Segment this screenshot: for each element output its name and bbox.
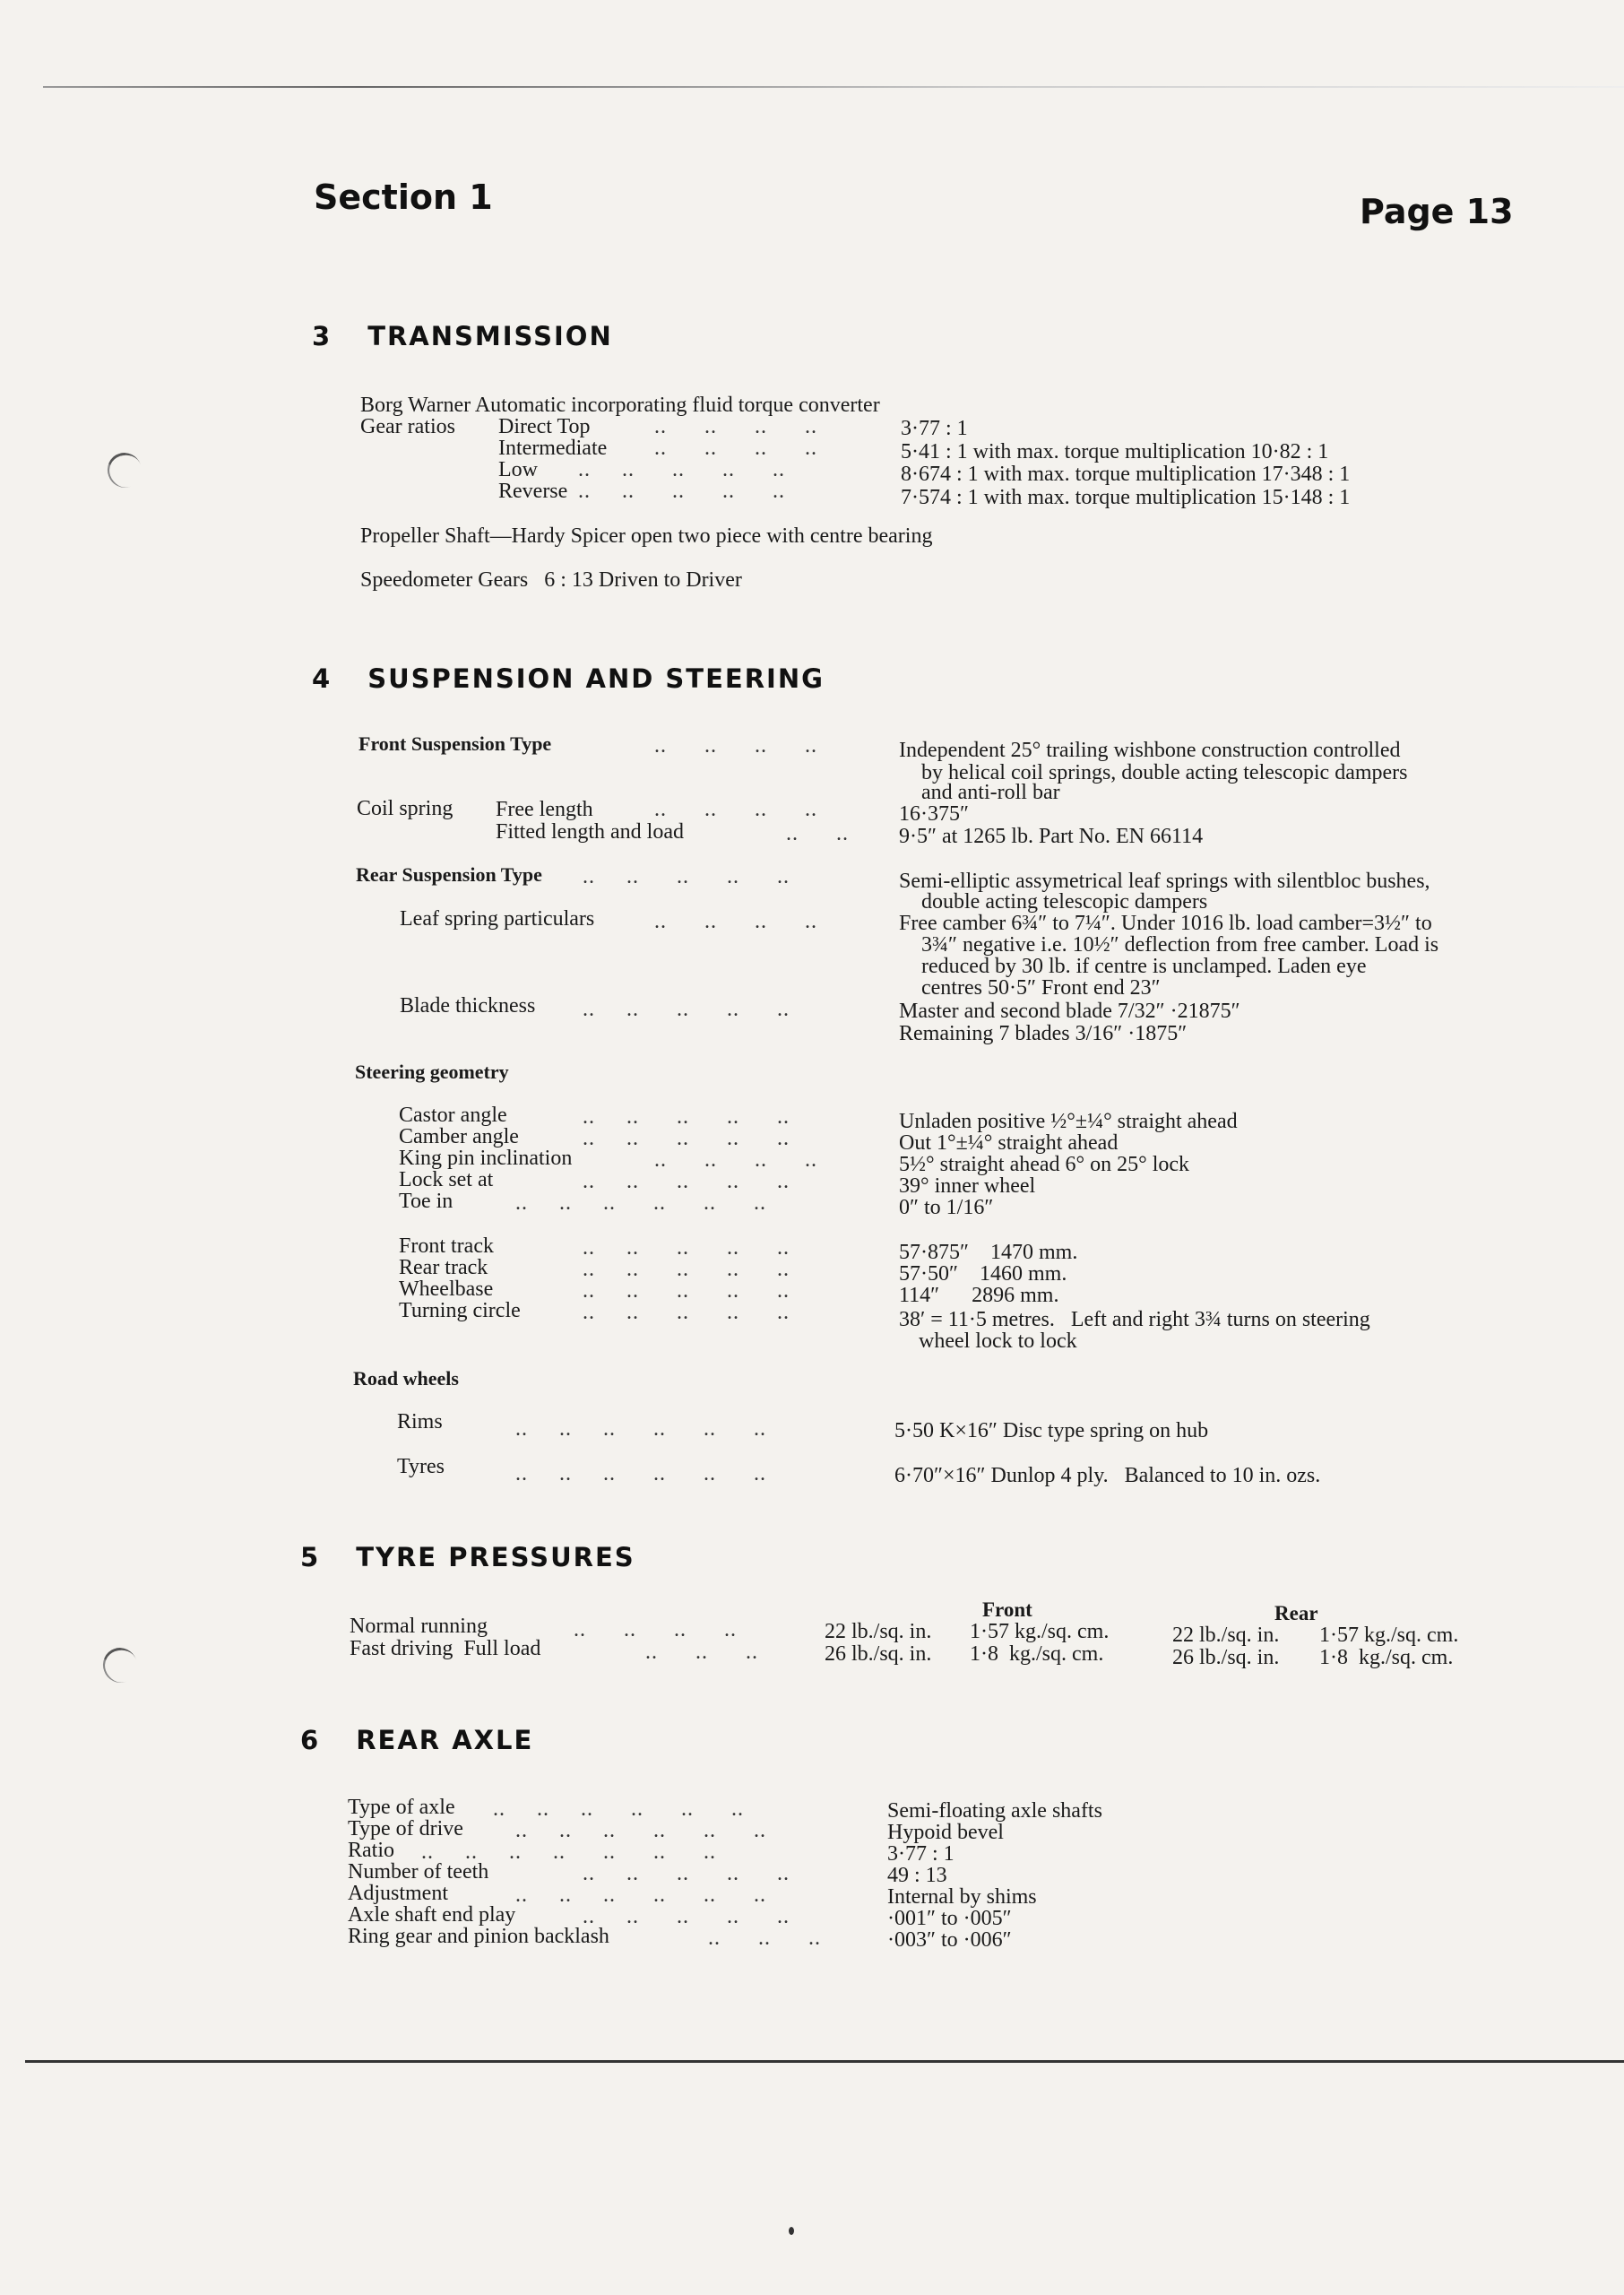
track-value: 38′ = 11·5 metres. Left and right 3¾ turns on steering — [899, 1308, 1370, 1331]
leader-dots: .. .. .. .. .. — [583, 1862, 790, 1885]
transmission-intro: Borg Warner Automatic incorporating fluid torque converter — [360, 394, 880, 417]
turning-circle-cont: wheel lock to lock — [919, 1329, 1077, 1353]
rims-label: Rims — [397, 1410, 443, 1433]
front-lb: 22 lb./sq. in. — [825, 1620, 932, 1643]
track-name: Wheelbase — [399, 1277, 494, 1301]
track-name: Rear track — [399, 1256, 488, 1279]
gear-name: Intermediate — [498, 437, 608, 460]
section-label: Section 1 — [314, 178, 493, 217]
tyres-label: Tyres — [397, 1455, 445, 1478]
leader-dots: .. .. .. .. .. — [583, 865, 790, 888]
steering-value: Out 1°±¼° straight ahead — [899, 1131, 1119, 1155]
tyres-value: 6·70″×16″ Dunlop 4 ply. Balanced to 10 in. ozs. — [894, 1464, 1321, 1487]
leader-dots: .. .. .. .. .. — [578, 480, 785, 503]
gear-value: 8·674 : 1 with max. torque multiplication 17·348 : 1 — [901, 463, 1351, 486]
leader-dots: .. .. .. .. .. .. — [493, 1797, 744, 1821]
section-number: 5 — [300, 1542, 321, 1572]
gear-value: 3·77 : 1 — [901, 417, 968, 440]
section-title: REAR AXLE — [356, 1725, 534, 1755]
steering-name: Lock set at — [399, 1168, 494, 1191]
steering-value: 5½° straight ahead 6° on 25° lock — [899, 1153, 1190, 1176]
section-title: TYRE PRESSURES — [356, 1542, 635, 1572]
leader-dots: .. .. .. .. — [574, 1618, 737, 1641]
leader-dots: .. .. .. .. .. .. — [515, 1417, 766, 1441]
leader-dots: .. .. .. .. .. — [583, 1301, 790, 1324]
leader-dots: .. .. .. .. .. — [583, 1170, 790, 1193]
steering-value: 39° inner wheel — [899, 1174, 1036, 1198]
axle-row-value: Hypoid bevel — [887, 1821, 1004, 1844]
track-value: 57·875″ 1470 mm. — [899, 1241, 1078, 1264]
track-name: Front track — [399, 1234, 494, 1258]
rear-suspension-value-1: Semi-elliptic assymetrical leaf springs with silentbloc bushes, — [899, 870, 1430, 893]
axle-row-name: Adjustment — [348, 1882, 448, 1905]
gear-value: 7·574 : 1 with max. torque multiplication 15·148 : 1 — [901, 486, 1351, 509]
axle-row-name: Axle shaft end play — [348, 1903, 516, 1927]
leader-dots: .. .. .. .. — [654, 415, 817, 438]
axle-row-value: 3·77 : 1 — [887, 1842, 955, 1866]
steering-value: 0″ to 1/16″ — [899, 1196, 994, 1219]
leader-dots: .. .. .. .. .. — [583, 1258, 790, 1281]
leader-dots: .. .. .. .. — [654, 1148, 817, 1172]
front-suspension-value-1: Independent 25° trailing wishbone construction controlled — [899, 739, 1401, 762]
page-top-edge — [43, 86, 1624, 88]
punch-hole-bottom — [98, 1643, 142, 1688]
leader-dots: .. .. .. — [645, 1641, 758, 1664]
leaf-value-3: reduced by 30 lb. if centre is unclamped. Laden eye — [921, 955, 1367, 978]
leaf-value-2: 3¾″ negative i.e. 10½″ deflection from free camber. Load is — [921, 933, 1439, 957]
section-title: TRANSMISSION — [367, 321, 613, 351]
section-number: 3 — [312, 321, 333, 351]
gear-ratios-label: Gear ratios — [360, 415, 455, 438]
free-length-label: Free length — [496, 798, 593, 821]
coil-spring-label: Coil spring — [357, 797, 454, 820]
gear-name: Reverse — [498, 480, 568, 503]
leader-dots: .. .. .. .. — [654, 437, 817, 460]
axle-row-value: Semi-floating axle shafts — [887, 1799, 1102, 1823]
leader-dots: .. .. .. .. .. .. — [515, 1819, 766, 1842]
axle-row-value: ·001″ to ·005″ — [887, 1907, 1012, 1930]
leaf-value-4: centres 50·5″ Front end 23″ — [921, 976, 1161, 1000]
punch-hole-top — [102, 448, 146, 493]
front-suspension-label: Front Suspension Type — [358, 732, 552, 755]
front-suspension-value-3: and anti-roll bar — [921, 781, 1060, 804]
gear-value: 5·41 : 1 with max. torque multiplication 10·82 : 1 — [901, 440, 1329, 463]
leader-dots: .. .. .. .. .. .. — [515, 1462, 766, 1485]
leader-dots: .. .. .. .. .. .. — [515, 1884, 766, 1907]
axle-row-value: 49 : 13 — [887, 1864, 947, 1887]
leader-dots: .. .. .. .. .. — [583, 1905, 790, 1928]
front-lb: 26 lb./sq. in. — [825, 1642, 932, 1666]
axle-row-name: Number of teeth — [348, 1860, 489, 1884]
front-kg: 1·57 kg./sq. cm. — [970, 1620, 1110, 1643]
rear-axle-heading — [300, 1725, 533, 1755]
track-name: Turning circle — [399, 1299, 521, 1322]
tyre-pressures-heading — [300, 1542, 635, 1572]
blade-value-1: Master and second blade 7/32″ ·21875″ — [899, 1000, 1240, 1023]
steering-name: Camber angle — [399, 1125, 519, 1148]
leader-dots: .. .. .. .. — [654, 798, 817, 821]
axle-row-name: Type of drive — [348, 1817, 463, 1840]
leader-dots: .. .. .. .. .. — [583, 1127, 790, 1150]
page-bottom-edge — [25, 2060, 1624, 2063]
blade-value-2: Remaining 7 blades 3/16″ ·1875″ — [899, 1022, 1188, 1045]
rear-column-header: Rear — [1274, 1602, 1318, 1624]
paper-speck — [789, 2227, 794, 2235]
section-number: 6 — [300, 1725, 321, 1755]
section-title: SUSPENSION AND STEERING — [367, 663, 825, 694]
leader-dots: .. .. .. .. — [654, 734, 817, 758]
front-suspension-value-2: by helical coil springs, double acting telescopic dampers — [921, 761, 1408, 784]
section-number: 4 — [312, 663, 333, 694]
fitted-length-value: 9·5″ at 1265 lb. Part No. EN 66114 — [899, 825, 1204, 848]
fitted-length-label: Fitted length and load — [496, 820, 684, 844]
transmission-heading — [312, 321, 613, 351]
steering-name: Toe in — [399, 1190, 454, 1213]
gear-name: Direct Top — [498, 415, 591, 438]
front-column-header: Front — [982, 1598, 1032, 1621]
leader-dots: .. .. .. .. .. .. — [515, 1191, 766, 1215]
rear-kg: 1·8 kg./sq. cm. — [1319, 1646, 1454, 1669]
axle-row-name: Type of axle — [348, 1796, 455, 1819]
steering-name: Castor angle — [399, 1104, 507, 1127]
leader-dots: .. .. .. .. .. .. .. — [421, 1840, 716, 1864]
front-kg: 1·8 kg./sq. cm. — [970, 1642, 1104, 1666]
axle-row-name: Ring gear and pinion backlash — [348, 1925, 609, 1948]
axle-row-name: Ratio — [348, 1839, 394, 1862]
blade-thickness-label: Blade thickness — [400, 994, 536, 1018]
gear-name: Low — [498, 458, 538, 481]
road-wheels-label: Road wheels — [353, 1367, 459, 1390]
leader-dots: .. .. .. .. .. — [583, 1236, 790, 1260]
leaf-value-1: Free camber 6¾″ to 7¼″. Under 1016 lb. load camber=3½″ to — [899, 912, 1432, 935]
speedometer-gears: Speedometer Gears 6 : 13 Driven to Driver — [360, 568, 742, 592]
pressure-row-name: Normal running — [350, 1615, 488, 1638]
free-length-value: 16·375″ — [899, 802, 969, 826]
track-value: 114″ 2896 mm. — [899, 1284, 1059, 1307]
axle-row-value: ·003″ to ·006″ — [887, 1928, 1012, 1952]
rims-value: 5·50 K×16″ Disc type spring on hub — [894, 1419, 1209, 1442]
steering-geometry-label: Steering geometry — [355, 1061, 509, 1083]
pressure-row-name: Fast driving Full load — [350, 1637, 541, 1660]
leaf-spring-label: Leaf spring particulars — [400, 907, 595, 931]
rear-kg: 1·57 kg./sq. cm. — [1319, 1624, 1459, 1647]
track-value: 57·50″ 1460 mm. — [899, 1262, 1067, 1286]
rear-lb: 22 lb./sq. in. — [1172, 1624, 1280, 1647]
rear-lb: 26 lb./sq. in. — [1172, 1646, 1280, 1669]
propeller-shaft: Propeller Shaft—Hardy Spicer open two piece with centre bearing — [360, 524, 933, 548]
rear-suspension-label: Rear Suspension Type — [356, 863, 542, 886]
steering-value: Unladen positive ½°±¼° straight ahead — [899, 1110, 1238, 1133]
leader-dots: .. .. .. .. .. — [583, 1279, 790, 1303]
leader-dots: .. .. .. .. .. — [578, 458, 785, 481]
leader-dots: .. .. .. .. — [654, 910, 817, 933]
leader-dots: .. .. — [786, 822, 849, 845]
leader-dots: .. .. .. .. .. — [583, 998, 790, 1021]
leader-dots: .. .. .. .. .. — [583, 1105, 790, 1129]
steering-name: King pin inclination — [399, 1147, 573, 1170]
suspension-heading — [312, 663, 825, 694]
leader-dots: .. .. .. — [708, 1927, 821, 1950]
page-number: Page 13 — [1360, 192, 1514, 231]
axle-row-value: Internal by shims — [887, 1885, 1037, 1909]
rear-suspension-value-2: double acting telescopic dampers — [921, 890, 1208, 914]
